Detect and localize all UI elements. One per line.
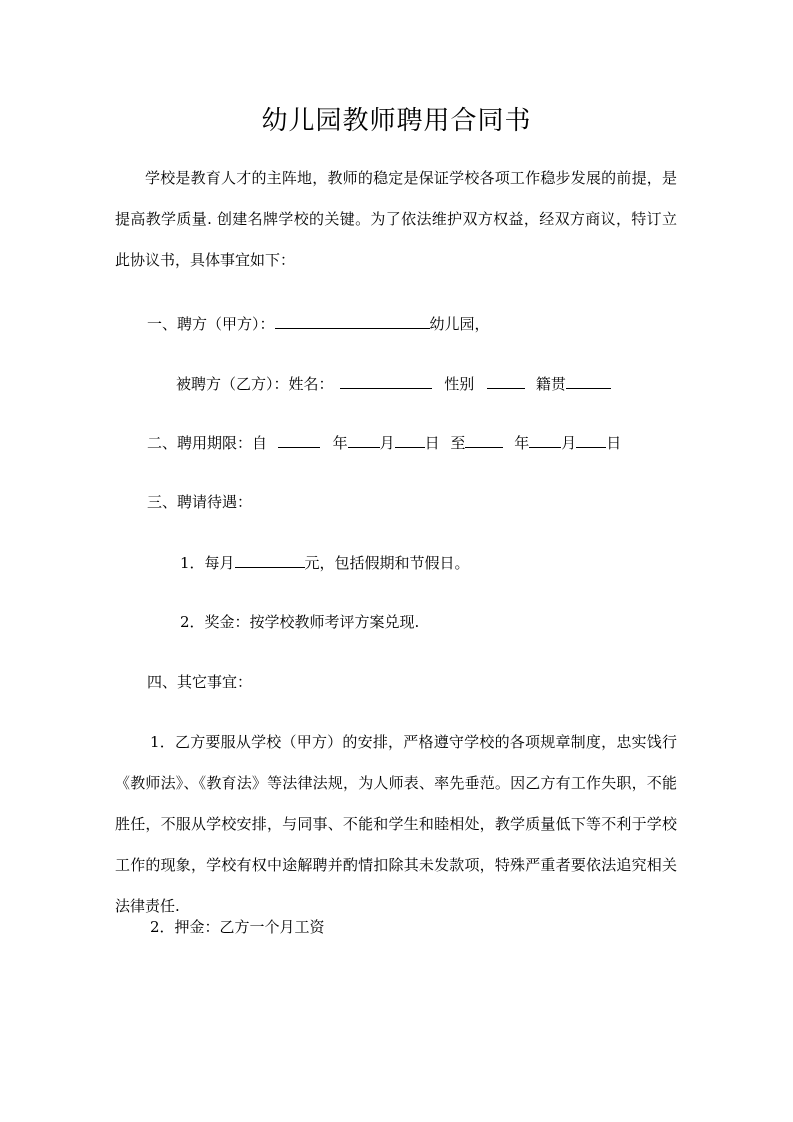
salary-prefix: 1．每月: [180, 554, 235, 572]
salary-line: [180, 552, 470, 573]
end-day-unit: 日: [606, 434, 622, 452]
section-4-item-2: 2．押金：乙方一个月工资: [150, 918, 325, 936]
section-1-label: 一、聘方（甲方）：: [147, 315, 275, 333]
start-month-blank: [348, 432, 380, 448]
section-1-line: [147, 313, 490, 334]
document-title: 幼儿园教师聘用合同书: [261, 106, 532, 136]
section-2-label: 二、聘用期限：自: [147, 434, 268, 452]
party-b-label: 被聘方（乙方）：姓名：: [176, 375, 334, 393]
gender-label: 性别: [444, 375, 475, 393]
end-month-blank: [529, 432, 561, 448]
section-3-label: 三、聘请待遇：: [147, 493, 253, 511]
party-a-blank: [275, 313, 430, 329]
end-day-blank: [576, 432, 606, 448]
end-month-unit: 月: [561, 434, 577, 452]
start-year-unit: 年: [332, 434, 348, 452]
start-day-blank: [395, 432, 425, 448]
name-blank: [340, 373, 432, 389]
end-year-unit: 年: [514, 434, 530, 452]
end-year-blank: [465, 432, 503, 448]
origin-label: 籍贯: [535, 375, 566, 393]
to-label: 至: [450, 434, 466, 452]
section-4-item-1: 1．乙方要服从学校（甲方）的安排，严格遵守学校的各项规章制度，忠实饯行《教师法》、《教育法》等法律法规，为人师表、率先垂范。因乙方有工作失职，不能胜任，不服从学校安排，与同事、不能和学生和睦相处，教学质量低下等不利于学校工作的现象，学校有权中途解聘并酌情扣除其未发款项，特殊严重者要依法追究相关法律责任.: [115, 733, 677, 915]
origin-blank: [566, 373, 611, 389]
start-month-unit: 月: [379, 434, 395, 452]
salary-blank: [235, 552, 305, 568]
party-b-line: [176, 373, 611, 394]
section-2-line: [147, 432, 621, 453]
bonus-line: 2．奖金：按学校教师考评方案兑现.: [180, 613, 420, 631]
intro-paragraph: 学校是教育人才的主阵地，教师的稳定是保证学校各项工作稳步发展的前提，是提高教学质量. 创建名牌学校的关键。为了依法维护双方权益，经双方商议，特订立此协议书，具体事宜如下：: [115, 169, 677, 269]
section-1-suffix: 幼儿园，: [429, 315, 490, 333]
start-year-blank: [278, 432, 320, 448]
gender-blank: [487, 373, 525, 389]
start-day-unit: 日: [424, 434, 440, 452]
section-4-label: 四、其它事宜：: [147, 673, 253, 691]
salary-suffix: 元，包括假期和节假日。: [304, 554, 470, 572]
